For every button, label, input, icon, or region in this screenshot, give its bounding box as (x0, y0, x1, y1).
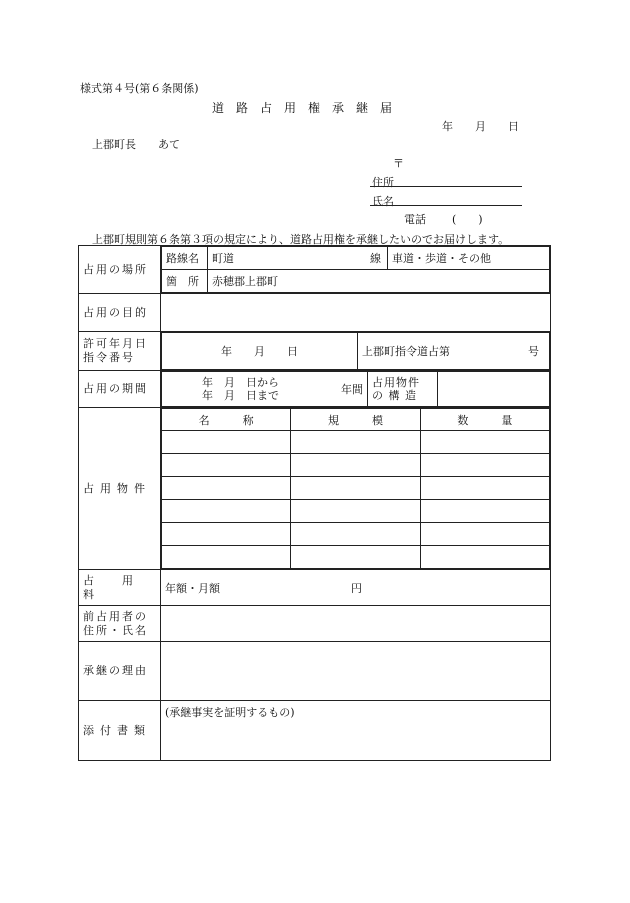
object-scale-cell[interactable] (291, 546, 420, 569)
application-table (78, 245, 551, 761)
period-cell[interactable] (162, 372, 368, 407)
name-label: 氏名 (372, 195, 394, 208)
fee-label: 占 用 料 (79, 570, 161, 606)
postal-mark: 〒 (393, 157, 404, 170)
object-name-cell[interactable] (162, 500, 291, 523)
objects-label: 占用物件 (79, 408, 161, 570)
reason-label: 承継の理由 (79, 642, 161, 701)
object-name-cell[interactable] (162, 454, 291, 477)
fee-cell[interactable] (161, 570, 551, 606)
permit-date[interactable]: 年 月 日 (162, 333, 358, 370)
objects-grid (161, 408, 550, 569)
route-name-value: 町道 (212, 252, 234, 265)
attachments-note: (承継事実を証明するもの) (165, 706, 295, 719)
object-quantity-cell[interactable] (420, 431, 549, 454)
permit-number-cell[interactable] (358, 333, 550, 370)
address-field-line[interactable] (370, 186, 522, 187)
location-label: 占用の場所 (79, 246, 161, 294)
route-name-label: 路線名 (162, 247, 208, 270)
permit-label-line2: 指令番号 (83, 351, 135, 364)
place-value[interactable]: 赤穂郡上郡町 (208, 270, 550, 293)
object-quantity-cell[interactable] (420, 523, 549, 546)
line-suffix: 線 (370, 252, 381, 265)
document-title: 道 路 占 用 権 承 継 届 (212, 101, 393, 115)
object-scale-cell[interactable] (291, 523, 420, 546)
period-years: 年間 (341, 383, 363, 396)
phone-label: 電話 (404, 213, 426, 226)
object-quantity-cell[interactable] (420, 500, 549, 523)
date-line: 年 月 日 (442, 120, 519, 133)
object-scale-cell[interactable] (291, 431, 420, 454)
object-name-cell[interactable] (162, 431, 291, 454)
object-name-cell[interactable] (162, 523, 291, 546)
object-quantity-cell[interactable] (420, 546, 549, 569)
permit-number-suffix: 号 (528, 345, 539, 358)
period-to: 年 月 日まで (202, 389, 279, 402)
structure-label-line2: の 構 造 (372, 389, 417, 402)
period-label: 占用の期間 (79, 371, 161, 408)
statement: 上郡町規則第６条第３項の規定により、道路占用権を承継したいのでお届けします。 (92, 233, 510, 246)
form-number: 様式第４号(第６条関係) (80, 82, 199, 95)
fee-basis: 年額・月額 (165, 581, 220, 595)
object-scale-cell[interactable] (291, 454, 420, 477)
addressee: 上郡町長 あて (92, 138, 180, 151)
purpose-label: 占用の目的 (79, 294, 161, 332)
purpose-field[interactable] (161, 294, 551, 332)
prev-occupant-field[interactable] (161, 606, 551, 642)
permit-label-line1: 許可年月日 (83, 337, 148, 350)
phone-parens: ( ) (452, 213, 483, 226)
permit-label (79, 332, 161, 371)
structure-field[interactable] (438, 372, 550, 407)
object-quantity-cell[interactable] (420, 477, 549, 500)
reason-field[interactable] (161, 642, 551, 701)
road-type-options[interactable]: 車道・歩道・その他 (388, 247, 550, 270)
address-label: 住所 (372, 176, 394, 189)
permit-inner (161, 332, 550, 370)
structure-label-line1: 占用物件 (372, 376, 420, 389)
object-name-cell[interactable] (162, 477, 291, 500)
col-scale: 規 模 (291, 409, 420, 431)
col-name: 名 称 (162, 409, 291, 431)
prev-occupant-label (79, 606, 161, 642)
prev-occupant-label-line1: 前占用者の (83, 609, 148, 623)
object-quantity-cell[interactable] (420, 454, 549, 477)
prev-occupant-label-line2: 住所・氏名 (83, 623, 148, 637)
period-inner (161, 371, 550, 407)
name-field-line[interactable] (370, 205, 522, 206)
object-name-cell[interactable] (162, 546, 291, 569)
fee-unit: 円 (351, 581, 362, 595)
object-scale-cell[interactable] (291, 500, 420, 523)
attachments-field[interactable] (161, 701, 551, 761)
col-quantity: 数 量 (420, 409, 549, 431)
period-from: 年 月 日から (202, 376, 279, 389)
attachments-label: 添付書類 (79, 701, 161, 761)
permit-number-prefix: 上郡町指令道占第 (362, 345, 450, 358)
structure-label (368, 372, 438, 407)
object-scale-cell[interactable] (291, 477, 420, 500)
route-name-cell[interactable] (208, 247, 388, 270)
location-inner (161, 246, 550, 293)
place-label: 箇 所 (162, 270, 208, 293)
